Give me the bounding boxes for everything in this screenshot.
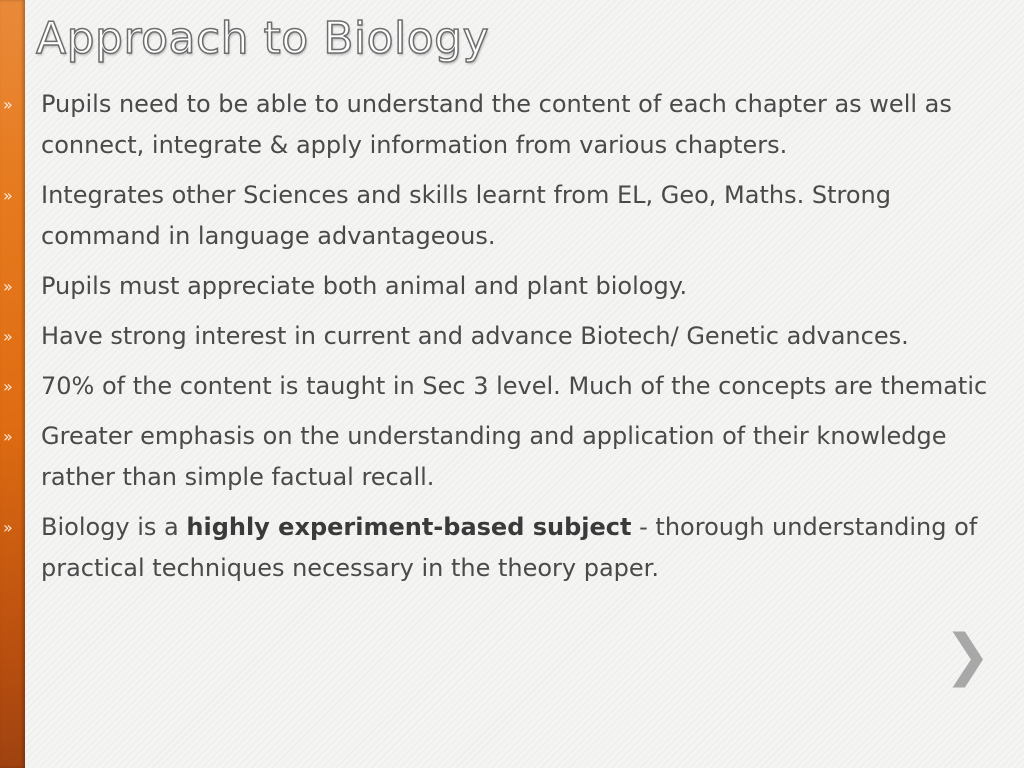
bullet-marker-icon: » xyxy=(3,95,13,114)
bullet-text: Greater emphasis on the understanding and application of their knowledge rather than simple factual recall. xyxy=(41,422,947,491)
bullet-item xyxy=(0,366,1000,407)
bullet-list xyxy=(0,84,1000,598)
bullet-text-start: Biology is a xyxy=(41,513,187,541)
bullet-text: Have strong interest in current and advance Biotech/ Genetic advances. xyxy=(41,322,909,350)
slide-title: Approach to Biology xyxy=(36,13,490,64)
bullet-item xyxy=(0,84,1000,166)
bullet-item xyxy=(0,507,1000,589)
chevron-right-icon[interactable]: ❯ xyxy=(944,623,991,688)
bullet-item xyxy=(0,316,1000,357)
bullet-item xyxy=(0,416,1000,498)
bullet-text: Pupils need to be able to understand the content of each chapter as well as connect, integrate & apply information from various chapters. xyxy=(41,90,952,159)
bullet-marker-icon: » xyxy=(3,518,13,537)
bullet-marker-icon: » xyxy=(3,327,13,346)
bullet-marker-icon: » xyxy=(3,277,13,296)
bullet-text-emphasis: highly experiment-based subject xyxy=(186,513,632,541)
bullet-item xyxy=(0,266,1000,307)
bullet-text: Integrates other Sciences and skills learnt from EL, Geo, Maths. Strong command in language advantageous. xyxy=(41,181,891,250)
bullet-item xyxy=(0,175,1000,257)
bullet-text: Pupils must appreciate both animal and plant biology. xyxy=(41,272,688,300)
bullet-text: 70% of the content is taught in Sec 3 level. Much of the concepts are thematic xyxy=(41,372,988,400)
bullet-marker-icon: » xyxy=(3,427,13,446)
bullet-text-end: - thorough understanding of practical techniques necessary in the theory paper. xyxy=(41,513,978,582)
bullet-marker-icon: » xyxy=(3,186,13,205)
bullet-marker-icon: » xyxy=(3,377,13,396)
